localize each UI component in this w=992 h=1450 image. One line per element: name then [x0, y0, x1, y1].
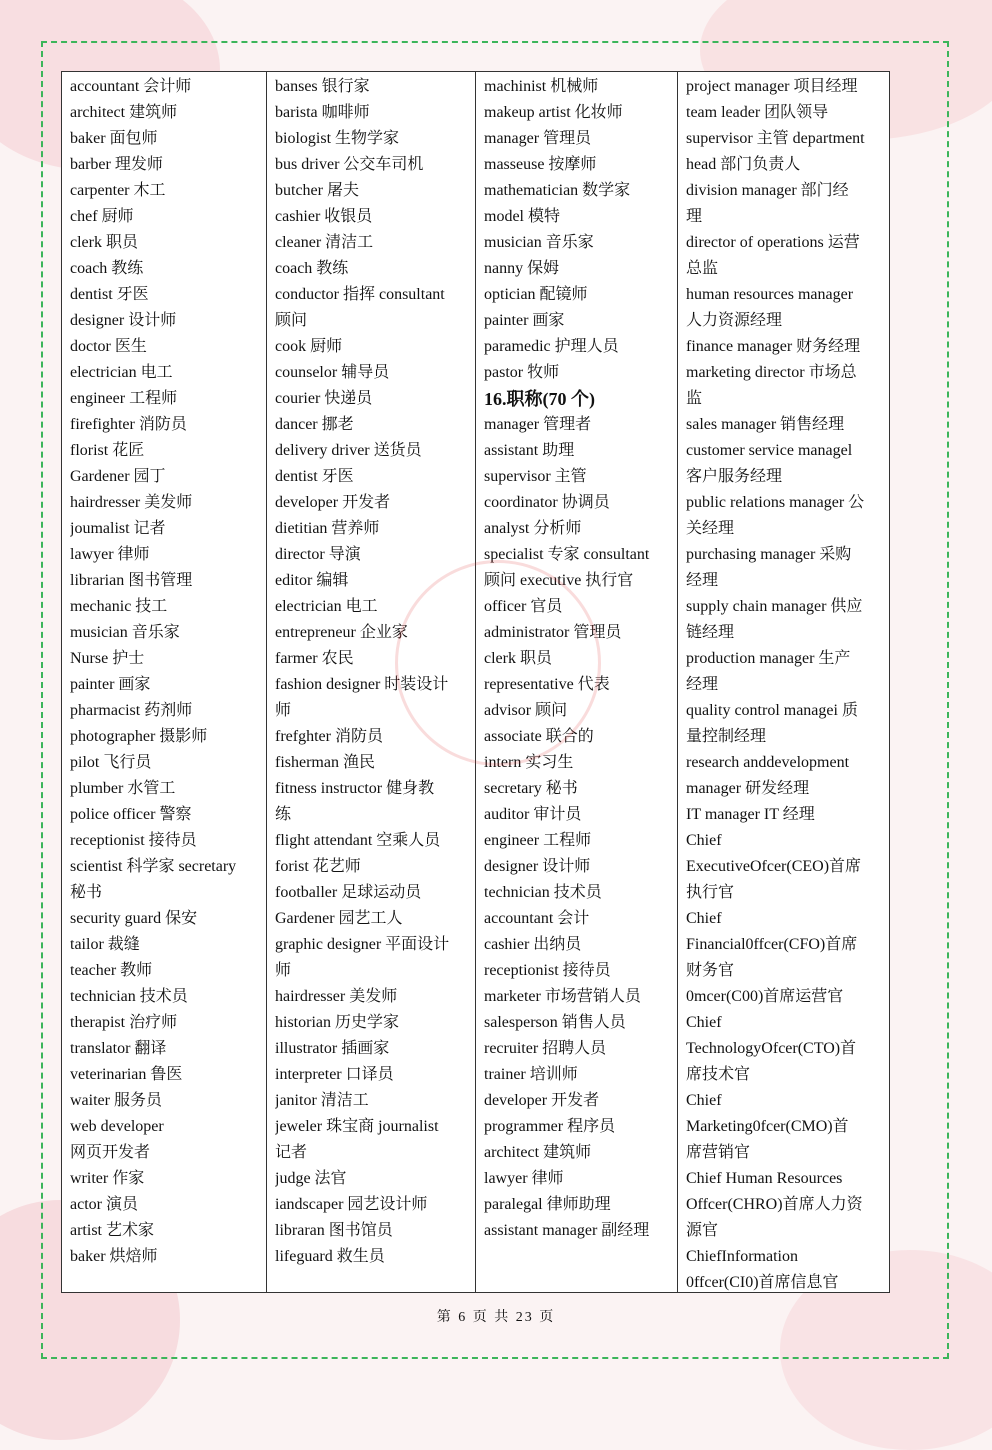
list-item: interpreter 口译员	[275, 1066, 394, 1083]
list-item: 执行官	[686, 884, 735, 901]
list-item: librarian 图书管理	[70, 572, 193, 589]
list-item: biologist 生物学家	[275, 130, 400, 147]
list-item: lifeguard 救生员	[275, 1248, 385, 1265]
list-item: cashier 收银员	[275, 208, 373, 225]
list-item: hairdresser 美发师	[275, 988, 398, 1005]
list-item: receptionist 接待员	[70, 832, 197, 849]
list-item: bus driver 公交车司机	[275, 156, 424, 173]
list-item: dietitian 营养师	[275, 520, 380, 537]
list-item: accountant 会计师	[70, 78, 192, 95]
table-column-4	[678, 72, 889, 1292]
list-item: 理	[686, 208, 703, 225]
list-item: farmer 农民	[275, 650, 354, 667]
list-item: electrician 电工	[275, 598, 378, 615]
list-item: nanny 保姆	[484, 260, 560, 277]
list-item: historian 历史学家	[275, 1014, 399, 1031]
list-item: Chief	[686, 1092, 722, 1109]
list-item: manager 管理者	[484, 416, 592, 433]
list-item: technician 技术员	[484, 884, 602, 901]
list-item: barista 咖啡师	[275, 104, 370, 121]
list-item: 财务官	[686, 962, 735, 979]
list-item: customer service managel	[686, 442, 853, 459]
list-item: 师	[275, 962, 292, 979]
list-item: paramedic 护理人员	[484, 338, 619, 355]
list-item: architect 建筑师	[70, 104, 178, 121]
list-item: supply chain manager 供应	[686, 598, 863, 615]
list-item: carpenter 木工	[70, 182, 166, 199]
list-item: 师	[275, 702, 292, 719]
list-item: frefghter 消防员	[275, 728, 383, 745]
list-item: forist 花艺师	[275, 858, 361, 875]
list-item: 秘书	[70, 884, 103, 901]
list-item: director of operations 运营	[686, 234, 860, 251]
list-item: clerk 职员	[484, 650, 552, 667]
list-item: electrician 电工	[70, 364, 173, 381]
list-item: developer 开发者	[275, 494, 391, 511]
list-item: dancer 挪老	[275, 416, 354, 433]
list-item: pilot 飞行员	[70, 754, 152, 771]
list-item: assistant 助理	[484, 442, 575, 459]
list-item: fitness instructor 健身教	[275, 780, 435, 797]
list-item: makeup artist 化妆师	[484, 104, 623, 121]
list-item: marketing director 市场总	[686, 364, 857, 381]
list-item: baker 面包师	[70, 130, 158, 147]
list-item: 监	[686, 390, 703, 407]
list-item: 16.职称(70 个)	[484, 389, 595, 409]
list-item: project manager 项目经理	[686, 78, 858, 95]
list-item: lawyer 律师	[484, 1170, 564, 1187]
list-item: ExecutiveOfcer(CEO)首席	[686, 858, 862, 875]
list-item: developer 开发者	[484, 1092, 600, 1109]
list-item: accountant 会计	[484, 910, 590, 927]
list-item: chef 厨师	[70, 208, 134, 225]
list-item: musician 音乐家	[70, 624, 180, 641]
list-item: recruiter 招聘人员	[484, 1040, 607, 1057]
list-item: jeweler 珠宝商 journalist	[275, 1118, 439, 1135]
list-item: human resources manager	[686, 286, 854, 303]
list-item: paralegal 律师助理	[484, 1196, 611, 1213]
list-item: designer 设计师	[70, 312, 177, 329]
table-column-1	[62, 72, 267, 1292]
list-item: fisherman 渔民	[275, 754, 375, 771]
list-item: salesperson 销售人员	[484, 1014, 626, 1031]
list-item: head 部门负责人	[686, 156, 801, 173]
list-item: auditor 审计员	[484, 806, 582, 823]
list-item: fashion designer 时装设计	[275, 676, 449, 693]
list-item: 人力资源经理	[686, 312, 783, 329]
list-item: trainer 培训师	[484, 1066, 578, 1083]
list-item: mathematician 数学家	[484, 182, 631, 199]
list-item: 顾问 executive 执行官	[484, 572, 634, 589]
list-item: representative 代表	[484, 676, 610, 693]
list-item: team leader 团队领导	[686, 104, 829, 121]
list-item: illustrator 插画家	[275, 1040, 390, 1057]
watermark-stamp	[395, 560, 601, 766]
list-item: quality control managei 质	[686, 702, 858, 719]
list-item: therapist 治疗师	[70, 1014, 178, 1031]
list-item: coach 教练	[275, 260, 349, 277]
list-item: director 导演	[275, 546, 361, 563]
list-item: optician 配镜师	[484, 286, 588, 303]
list-item: machinist 机械师	[484, 78, 599, 95]
list-item: 源官	[686, 1222, 719, 1239]
list-item: officer 官员	[484, 598, 563, 615]
list-item: designer 设计师	[484, 858, 591, 875]
list-item: teacher 教师	[70, 962, 153, 979]
list-item: receptionist 接待员	[484, 962, 611, 979]
list-item: manager 管理员	[484, 130, 592, 147]
list-item: plumber 水管工	[70, 780, 176, 797]
list-item: 关经理	[686, 520, 735, 537]
list-item: Chief Human Resources	[686, 1170, 843, 1187]
list-item: 经理	[686, 676, 719, 693]
list-item: pastor 牧师	[484, 364, 560, 381]
list-item: 顾问	[275, 312, 308, 329]
list-item: butcher 屠夫	[275, 182, 359, 199]
list-item: research anddevelopment	[686, 754, 850, 771]
list-item: coach 教练	[70, 260, 144, 277]
list-item: specialist 专家 consultant	[484, 546, 650, 563]
list-item: assistant manager 副经理	[484, 1222, 650, 1239]
list-item: secretary 秘书	[484, 780, 578, 797]
list-item: joumalist 记者	[70, 520, 166, 537]
list-item: advisor 顾问	[484, 702, 568, 719]
list-item: analyst 分析师	[484, 520, 582, 537]
list-item: waiter 服务员	[70, 1092, 162, 1109]
list-item: Chief	[686, 832, 722, 849]
list-item: translator 翻译	[70, 1040, 167, 1057]
list-item: police officer 警察	[70, 806, 192, 823]
page-footer: 第 6 页 共 23 页	[436, 1310, 556, 1325]
list-item: mechanic 技工	[70, 598, 168, 615]
list-item: graphic designer 平面设计	[275, 936, 450, 953]
list-item: engineer 工程师	[70, 390, 178, 407]
list-item: Nurse 护士	[70, 650, 145, 667]
list-item: cashier 出纳员	[484, 936, 582, 953]
list-item: Chief	[686, 910, 722, 927]
list-item: associate 联合的	[484, 728, 594, 745]
list-item: tailor 裁缝	[70, 936, 140, 953]
list-item: hairdresser 美发师	[70, 494, 193, 511]
list-item: Gardener 园艺工人	[275, 910, 403, 927]
list-item: supervisor 主管	[484, 468, 587, 485]
list-item: supervisor 主管 department	[686, 130, 865, 147]
list-item: 0mcer(C00)首席运营官	[686, 988, 844, 1005]
list-item: Offcer(CHRO)首席人力资	[686, 1196, 863, 1213]
list-item: 记者	[275, 1144, 308, 1161]
list-item: ChiefInformation	[686, 1248, 798, 1265]
list-item: footballer 足球运动员	[275, 884, 422, 901]
list-item: entrepreneur 企业家	[275, 624, 408, 641]
list-item: division manager 部门经	[686, 182, 849, 199]
list-item: veterinarian 鲁医	[70, 1066, 183, 1083]
list-item: flight attendant 空乘人员	[275, 832, 441, 849]
list-item: masseuse 按摩师	[484, 156, 597, 173]
list-item: painter 画家	[70, 676, 151, 693]
list-item: web developer	[70, 1118, 164, 1135]
list-item: TechnologyOfcer(CTO)首	[686, 1040, 857, 1057]
list-item: administrator 管理员	[484, 624, 622, 641]
list-item: intern 实习生	[484, 754, 574, 771]
list-item: finance manager 财务经理	[686, 338, 861, 355]
list-item: manager 研发经理	[686, 780, 810, 797]
list-item: architect 建筑师	[484, 1144, 592, 1161]
list-item: 量控制经理	[686, 728, 767, 745]
list-item: programmer 程序员	[484, 1118, 616, 1135]
list-item: photographer 摄影师	[70, 728, 208, 745]
list-item: judge 法官	[275, 1170, 347, 1187]
list-item: Gardener 园丁	[70, 468, 166, 485]
list-item: sales manager 销售经理	[686, 416, 845, 433]
list-item: iandscaper 园艺设计师	[275, 1196, 428, 1213]
list-item: scientist 科学家 secretary	[70, 858, 237, 875]
list-item: delivery driver 送货员	[275, 442, 422, 459]
list-item: counselor 辅导员	[275, 364, 390, 381]
list-item: purchasing manager 采购	[686, 546, 852, 563]
list-item: cook 厨师	[275, 338, 343, 355]
list-item: coordinator 协调员	[484, 494, 610, 511]
list-item: courier 快递员	[275, 390, 373, 407]
list-item: musician 音乐家	[484, 234, 594, 251]
list-item: 经理	[686, 572, 719, 589]
list-item: 0ffcer(CI0)首席信息官	[686, 1274, 839, 1291]
list-item: cleaner 清洁工	[275, 234, 374, 251]
list-item: janitor 清洁工	[275, 1092, 369, 1109]
list-item: barber 理发师	[70, 156, 163, 173]
list-item: 网页开发者	[70, 1144, 151, 1161]
list-item: public relations manager 公	[686, 494, 865, 511]
list-item: painter 画家	[484, 312, 565, 329]
list-item: 总监	[686, 260, 719, 277]
list-item: dentist 牙医	[70, 286, 149, 303]
list-item: Financial0ffcer(CFO)首席	[686, 936, 858, 953]
list-item: production manager 生产	[686, 650, 851, 667]
list-item: engineer 工程师	[484, 832, 592, 849]
list-item: florist 花匠	[70, 442, 145, 459]
list-item: libraran 图书馆员	[275, 1222, 393, 1239]
list-item: doctor 医生	[70, 338, 147, 355]
list-item: artist 艺术家	[70, 1222, 154, 1239]
list-item: model 模特	[484, 208, 560, 225]
list-item: Marketing0fcer(CMO)首	[686, 1118, 849, 1135]
list-item: dentist 牙医	[275, 468, 354, 485]
list-item: banses 银行家	[275, 78, 370, 95]
list-item: IT manager IT 经理	[686, 806, 815, 823]
list-item: marketer 市场营销人员	[484, 988, 641, 1005]
list-item: security guard 保安	[70, 910, 198, 927]
list-item: actor 演员	[70, 1196, 138, 1213]
list-item: 席营销官	[686, 1144, 751, 1161]
list-item: 练	[275, 806, 292, 823]
list-item: conductor 指挥 consultant	[275, 286, 445, 303]
list-item: 席技术官	[686, 1066, 751, 1083]
list-item: firefighter 消防员	[70, 416, 187, 433]
list-item: clerk 职员	[70, 234, 138, 251]
list-item: writer 作家	[70, 1170, 145, 1187]
list-item: baker 烘焙师	[70, 1248, 158, 1265]
list-item: lawyer 律师	[70, 546, 150, 563]
list-item: 链经理	[686, 624, 735, 641]
list-item: 客户服务经理	[686, 468, 783, 485]
list-item: Chief	[686, 1014, 722, 1031]
list-item: pharmacist 药剂师	[70, 702, 193, 719]
list-item: technician 技术员	[70, 988, 188, 1005]
list-item: editor 编辑	[275, 572, 349, 589]
